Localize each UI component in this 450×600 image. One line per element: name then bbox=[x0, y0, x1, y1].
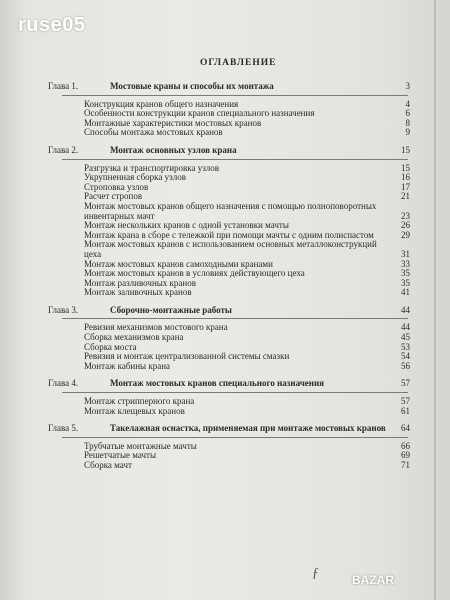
divider bbox=[62, 318, 408, 319]
item-text: Конструкция кранов общего назначения bbox=[84, 98, 239, 109]
page-title: ОГЛАВЛЕНИЕ bbox=[200, 58, 277, 68]
item-text: Способы монтажа мостовых кранов bbox=[84, 127, 223, 138]
chapter-number: Глава 1. bbox=[48, 81, 79, 91]
item-text: Монтаж мостовых кранов в условиях действующего цеха bbox=[84, 268, 305, 279]
divider bbox=[62, 159, 408, 160]
item-page: 69 bbox=[401, 450, 410, 461]
chapter-2 bbox=[48, 146, 410, 156]
item-page: 61 bbox=[401, 405, 410, 416]
item-text: Сборка механизмов крана bbox=[84, 332, 184, 343]
list-item bbox=[48, 288, 410, 298]
chapter-page: 57 bbox=[401, 378, 410, 389]
item-page: 35 bbox=[401, 268, 410, 279]
item-page: 29 bbox=[401, 229, 410, 240]
item-page: 21 bbox=[401, 191, 410, 202]
list-item bbox=[48, 202, 410, 221]
item-page: 26 bbox=[401, 220, 410, 231]
divider bbox=[62, 437, 408, 438]
item-page: 44 bbox=[401, 322, 410, 333]
item-text: Монтаж мостовых кранов самоходными кранами bbox=[84, 258, 273, 269]
item-page: 54 bbox=[401, 351, 410, 362]
list-item bbox=[48, 128, 410, 138]
item-page: 9 bbox=[405, 127, 410, 138]
item-text: Монтаж кабины крана bbox=[84, 360, 171, 371]
chapter-page: 3 bbox=[405, 81, 410, 91]
chapter-title: Монтаж мостовых кранов специального назначения bbox=[110, 378, 325, 389]
chapter-title: Такелажная оснастка, применяемая при монтаже мостовых кранов bbox=[110, 423, 386, 434]
watermark-bottom: BAZAR bbox=[352, 573, 394, 587]
item-text: Монтаж нескольких кранов с одной установки мачты bbox=[84, 220, 289, 231]
item-text: Монтаж заливочных кранов bbox=[84, 287, 192, 298]
chapter-1 bbox=[48, 82, 410, 92]
item-text: Укрупненная сборка узлов bbox=[84, 172, 186, 183]
divider bbox=[62, 95, 408, 96]
item-page: 33 bbox=[401, 258, 410, 269]
item-page: 16 bbox=[401, 172, 410, 183]
list-item bbox=[48, 461, 410, 471]
pencil-mark: ƒ bbox=[312, 566, 319, 581]
item-text: Монтаж разливочных кранов bbox=[84, 277, 196, 288]
item-text: Решетчатые мачты bbox=[84, 450, 157, 461]
chapter-page: 44 bbox=[401, 304, 410, 315]
chapter-4 bbox=[48, 379, 410, 389]
chapter-page: 64 bbox=[401, 423, 410, 434]
chapter-title: Сборочно-монтажные работы bbox=[110, 304, 232, 315]
item-page: 4 bbox=[405, 98, 410, 109]
item-page: 17 bbox=[401, 181, 410, 192]
item-text: Ревизия механизмов мостового крана bbox=[84, 322, 228, 333]
item-page: 57 bbox=[401, 396, 410, 407]
item-page: 35 bbox=[401, 277, 410, 288]
list-item bbox=[48, 240, 410, 259]
item-text: Сборка мачт bbox=[84, 460, 132, 470]
item-page: 53 bbox=[401, 341, 410, 352]
item-text: Монтаж мостовых кранов общего назначения с помощью полноповоротных инвентарных мачт bbox=[84, 200, 377, 221]
chapter-title: Мостовые краны и способы их монтажа bbox=[110, 81, 274, 91]
item-text: Особенности конструкции кранов специального назначения bbox=[84, 108, 315, 119]
item-text: Строповка узлов bbox=[84, 181, 149, 192]
divider bbox=[62, 392, 408, 393]
chapter-title: Монтаж основных узлов крана bbox=[110, 144, 237, 155]
item-page: 8 bbox=[405, 117, 410, 128]
item-page: 56 bbox=[401, 360, 410, 371]
item-page: 41 bbox=[401, 287, 410, 298]
chapter-number: Глава 5. bbox=[48, 423, 79, 434]
item-page: 23 bbox=[401, 210, 410, 221]
item-page: 6 bbox=[405, 108, 410, 119]
chapter-page: 15 bbox=[401, 144, 410, 155]
item-page: 45 bbox=[401, 332, 410, 343]
item-text: Монтаж крана в сборе с тележкой при помощи мачты с одним полиспастом bbox=[84, 229, 374, 240]
chapter-3 bbox=[48, 306, 410, 316]
item-page: 31 bbox=[401, 248, 410, 259]
item-page: 71 bbox=[401, 460, 410, 470]
item-text: Монтажные характеристики мостовых кранов bbox=[84, 117, 262, 128]
chapter-number: Глава 4. bbox=[48, 378, 79, 389]
list-item bbox=[48, 407, 410, 417]
item-text: Ревизия и монтаж централизованной системы смазки bbox=[84, 351, 290, 362]
chapter-number: Глава 3. bbox=[48, 304, 79, 315]
watermark-top: ruse05 bbox=[18, 14, 86, 36]
item-text: Монтаж стрипперного крана bbox=[84, 396, 195, 407]
item-text: Сборка моста bbox=[84, 341, 137, 352]
item-text: Монтаж мостовых кранов с использованием основных металлоконструкций цеха bbox=[84, 239, 377, 259]
table-of-contents bbox=[48, 80, 410, 471]
item-page: 15 bbox=[401, 162, 410, 173]
list-item bbox=[48, 362, 410, 372]
item-text: Трубчатые монтажные мачты bbox=[84, 440, 197, 451]
item-text: Разгрузка и транспортировка узлов bbox=[84, 162, 220, 173]
chapter-number: Глава 2. bbox=[48, 144, 79, 155]
chapter-5 bbox=[48, 424, 410, 434]
item-text: Монтаж клещевых кранов bbox=[84, 405, 185, 416]
item-page: 66 bbox=[401, 440, 410, 451]
item-text: Расчет стропов bbox=[84, 191, 143, 202]
page-edge bbox=[434, 0, 436, 600]
